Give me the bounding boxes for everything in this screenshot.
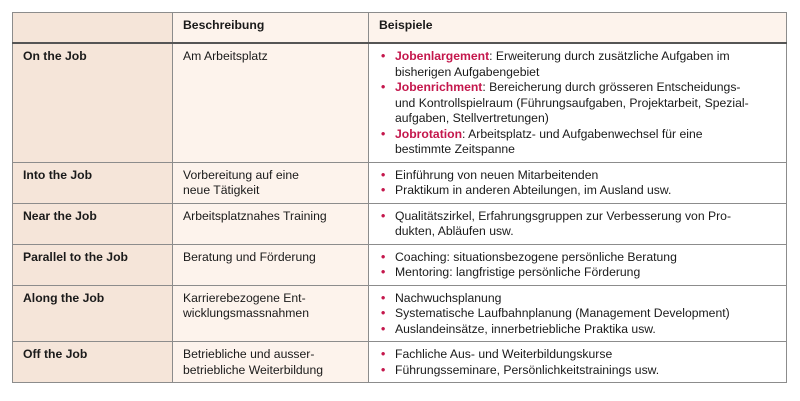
example-line: Einführung von neuen Mitarbeitenden [395,167,599,182]
row-description [173,162,369,203]
table-row [13,285,787,342]
list-item [379,347,778,363]
example-line: : Bereicherung durch grösseren Entscheidungs- [482,80,741,94]
list-item [379,363,778,379]
row-label: Parallel to the Job [13,244,173,285]
description-line: Am Arbeitsplatz [183,49,268,63]
description-line: Vorbereitung auf eine [183,167,299,182]
row-label: Along the Job [13,285,173,342]
list-item [379,322,778,338]
list-item [379,183,778,199]
table-row [13,43,787,162]
example-line: und Kontrollspielraum (Führungsaufgaben, Projektarbeit, Spezial- [395,95,749,110]
examples-list [379,49,778,158]
row-description [173,342,369,383]
table-row [13,244,787,285]
row-examples [369,43,787,162]
examples-list [379,250,778,281]
bullet-icon: • [381,167,386,182]
examples-list [379,168,778,199]
list-item [379,306,778,322]
row-examples [369,342,787,383]
row-description [173,285,369,342]
examples-list [379,209,778,240]
bullet-icon: • [381,49,386,63]
header-empty [13,13,173,44]
training-methods-table [12,12,787,383]
example-line: Auslandeinsätze, innerbetriebliche Praktika usw. [395,321,656,336]
example-line: Mentoring: langfristige persönliche Förderung [395,265,641,279]
example-line: bisherigen Aufgabengebiet [395,64,540,79]
bullet-icon: • [381,249,386,264]
list-item [379,250,778,266]
list-item [379,49,778,80]
list-item [379,209,778,240]
table-header-row [13,13,787,44]
example-line: Praktikum in anderen Abteilungen, im Ausland usw. [395,183,672,197]
bullet-icon: • [381,126,386,141]
bullet-icon: • [381,321,386,336]
example-line: : Arbeitsplatz- und Aufgabenwechsel für eine [462,126,703,141]
description-line: Beratung und Förderung [183,249,316,264]
row-label: Off the Job [13,342,173,383]
example-line: Systematische Laufbahnplanung (Management Development) [395,306,730,320]
example-line: bestimmte Zeitspanne [395,142,515,156]
row-label: Near the Job [13,203,173,244]
list-item [379,127,778,158]
example-line: Fachliche Aus- und Weiterbildungskurse [395,347,613,361]
example-line: Coaching: situationsbezogene persönliche Beratung [395,249,677,264]
list-item [379,80,778,127]
table-row [13,162,787,203]
bullet-icon: • [381,208,386,223]
description-line: betriebliche Weiterbildung [183,362,324,377]
bullet-icon: • [381,347,386,361]
examples-list [379,347,778,378]
description-line: wicklungsmassnahmen [183,306,309,320]
list-item [379,265,778,281]
row-label: On the Job [13,43,173,162]
example-line: Qualitätszirkel, Erfahrungsgruppen zur Verbesserung von Pro- [395,208,732,223]
example-line: dukten, Abläufen usw. [395,224,514,238]
example-line: Nachwuchsplanung [395,290,502,305]
description-line: neue Tätigkeit [183,183,260,197]
list-item [379,291,778,307]
row-description [173,203,369,244]
row-description [173,244,369,285]
example-line: Führungsseminare, Persönlichkeitstrainings usw. [395,362,660,377]
table-row [13,203,787,244]
header-beispiele: Beispiele [369,13,787,44]
row-label: Into the Job [13,162,173,203]
bullet-icon: • [381,80,386,94]
header-beschreibung: Beschreibung [173,13,369,44]
example-line: aufgaben, Stellvertretungen) [395,111,549,125]
examples-list [379,291,778,338]
bullet-icon: • [381,183,386,197]
description-line: Betriebliche und ausser- [183,347,315,361]
list-item [379,168,778,184]
row-examples [369,203,787,244]
description-line: Arbeitsplatznahes Training [183,208,327,223]
highlighted-term: Jobenrichment [395,80,483,94]
example-line: : Erweiterung durch zusätzliche Aufgaben im [489,49,730,63]
row-examples [369,285,787,342]
bullet-icon: • [381,362,386,377]
highlighted-term: Jobrotation [395,126,463,141]
description-line: Karrierebezogene Ent- [183,290,306,305]
row-description [173,43,369,162]
row-examples [369,244,787,285]
row-examples [369,162,787,203]
highlighted-term: Jobenlargement [395,49,490,63]
bullet-icon: • [381,306,386,320]
bullet-icon: • [381,290,386,305]
bullet-icon: • [381,265,386,279]
table-row [13,342,787,383]
